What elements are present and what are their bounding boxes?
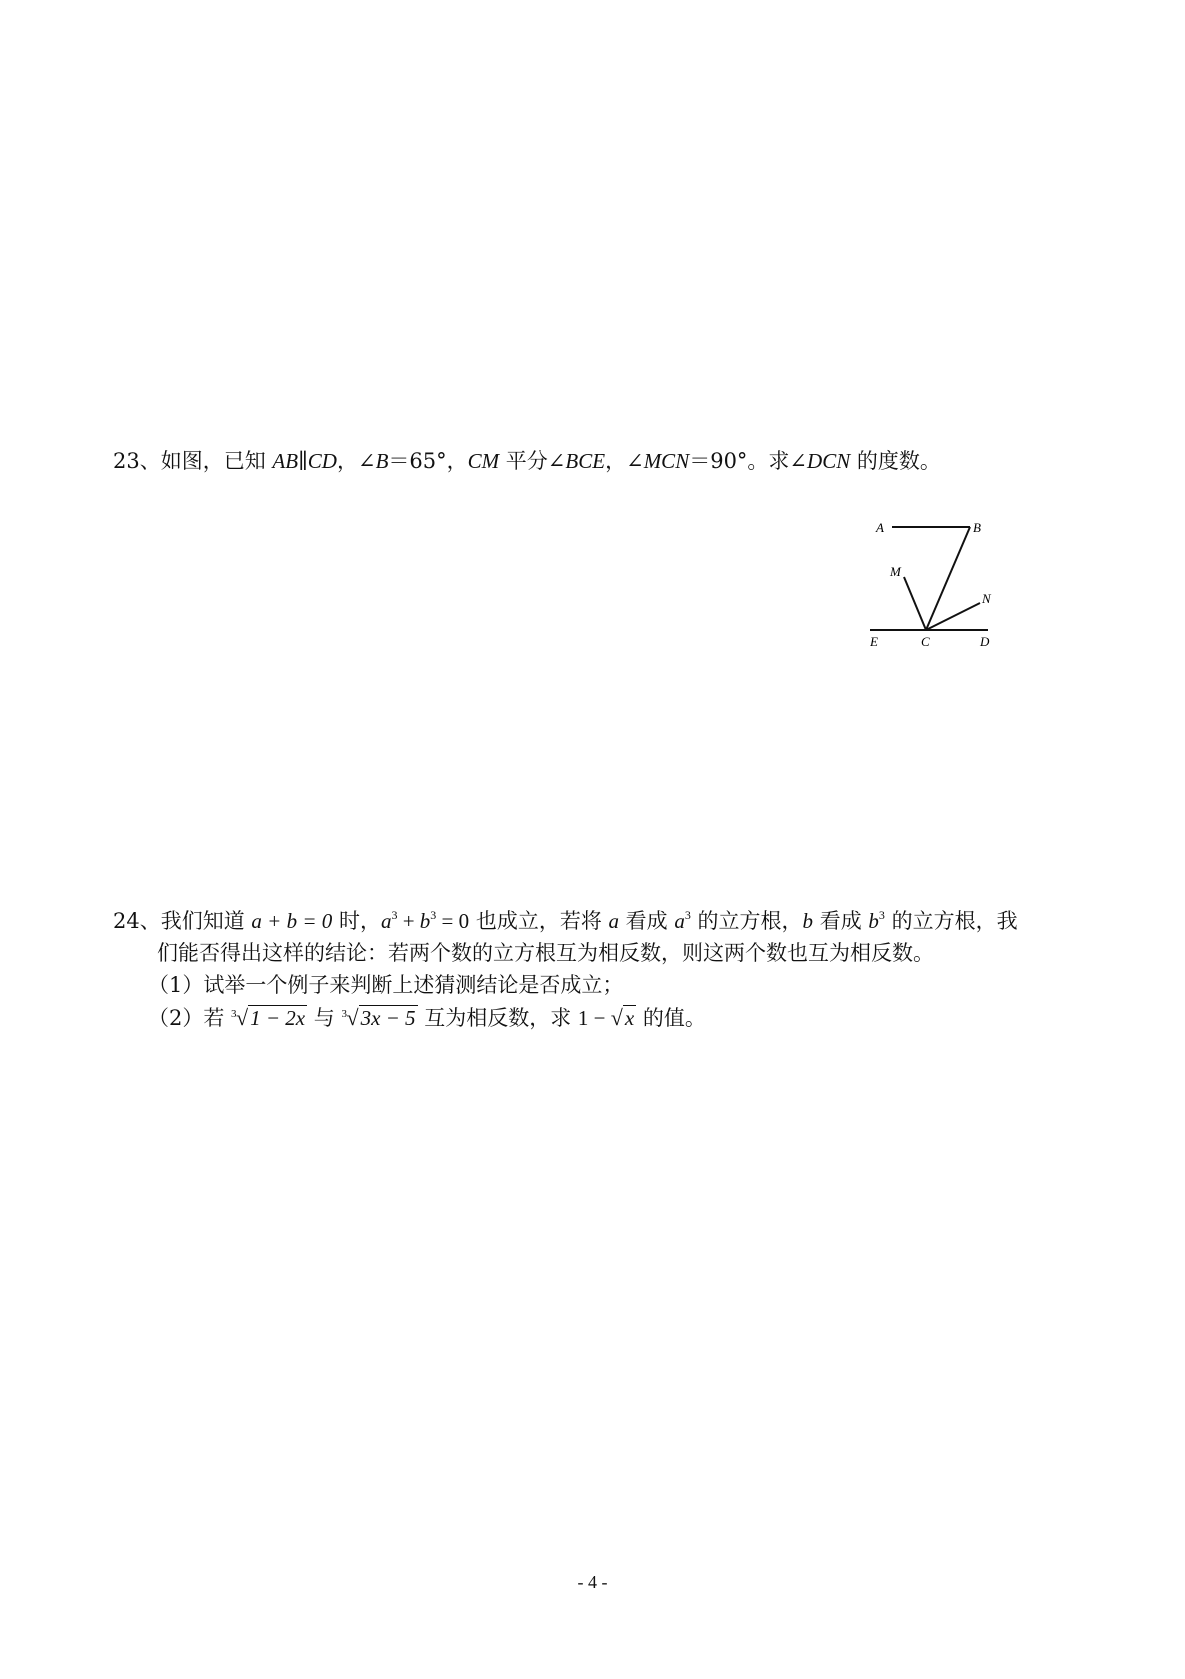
question-24-line-1 [113,907,1018,935]
text: 的值。 [636,1006,706,1030]
radicand: 3x − 5 [360,1006,416,1030]
segment-mc [904,577,926,630]
text: 看成 [619,909,675,933]
math-cm: CM [467,449,500,473]
radicand: x [624,1006,635,1030]
text: （2）若 [148,1006,232,1030]
text: ，∠ [605,449,644,473]
exponent: 3 [430,908,437,922]
label-d: D [980,634,990,649]
text: ＝65°， [388,449,468,473]
math-b: b [802,909,814,933]
math-ab-parallel-cd: AB∥CD [272,449,337,473]
math-b: b [419,909,431,933]
text: ＝90°。求∠ [689,449,808,473]
question-24-part-2 [148,1004,706,1032]
math-plus: + [397,909,420,933]
math-eq-0: = 0 [436,909,470,933]
segment-bc [926,527,970,630]
math-mcn: MCN [643,449,690,473]
text: 平分∠ [499,449,566,473]
text: ，∠ [336,449,376,473]
page-number: - 4 - [577,1572,608,1592]
label-e: E [870,634,878,649]
exponent: 3 [391,908,398,922]
radicand: 1 − 2x [250,1006,306,1030]
question-number: 23、 [113,449,161,473]
math-a-plus-b-eq-0: a + b = 0 [251,909,333,933]
exponent: 3 [684,908,691,922]
question-24-line-2: 们能否得出这样的结论：若两个数的立方根互为相反数，则这两个数也互为相反数。 [157,941,934,965]
segment-cn [926,603,980,630]
math-expression: 1 − [577,1006,611,1030]
square-root [611,1004,636,1032]
text: 看成 [813,909,869,933]
text: 与 [307,1006,342,1030]
math-a: a [380,909,392,933]
question-number: 24、 [113,909,161,933]
question-23-text [113,447,941,475]
geometry-figure [870,512,1030,662]
label-a: A [876,520,884,535]
text: 的立方根， [690,909,803,933]
math-a: a [608,909,619,933]
radical-sign: √ [236,1005,249,1030]
label-b: B [973,520,981,535]
text: 互为相反数，求 [417,1006,578,1030]
math-b: B [375,449,389,473]
math-bce: BCE [565,449,606,473]
text: 的度数。 [850,449,941,473]
cube-root-1 [231,1004,307,1032]
math-a: a [674,909,685,933]
label-c: C [921,634,930,649]
text: 如图，已知 [160,449,273,473]
question-24-part-1: （1）试举一个例子来判断上述猜测结论是否成立； [148,973,624,997]
label-m: M [890,564,901,579]
cube-root-2 [341,1004,417,1032]
root-index: 3 [231,1008,237,1020]
radical-sign: √ [610,1005,623,1030]
root-index: 3 [341,1008,347,1020]
text: 的立方根，我 [884,909,1018,933]
text: 时， [332,909,381,933]
exponent: 3 [878,908,885,922]
radical-sign: √ [346,1005,359,1030]
text: 也成立，若将 [469,909,609,933]
math-dcn: DCN [807,449,851,473]
label-n: N [982,591,991,606]
text: 我们知道 [160,909,252,933]
math-b: b [868,909,879,933]
